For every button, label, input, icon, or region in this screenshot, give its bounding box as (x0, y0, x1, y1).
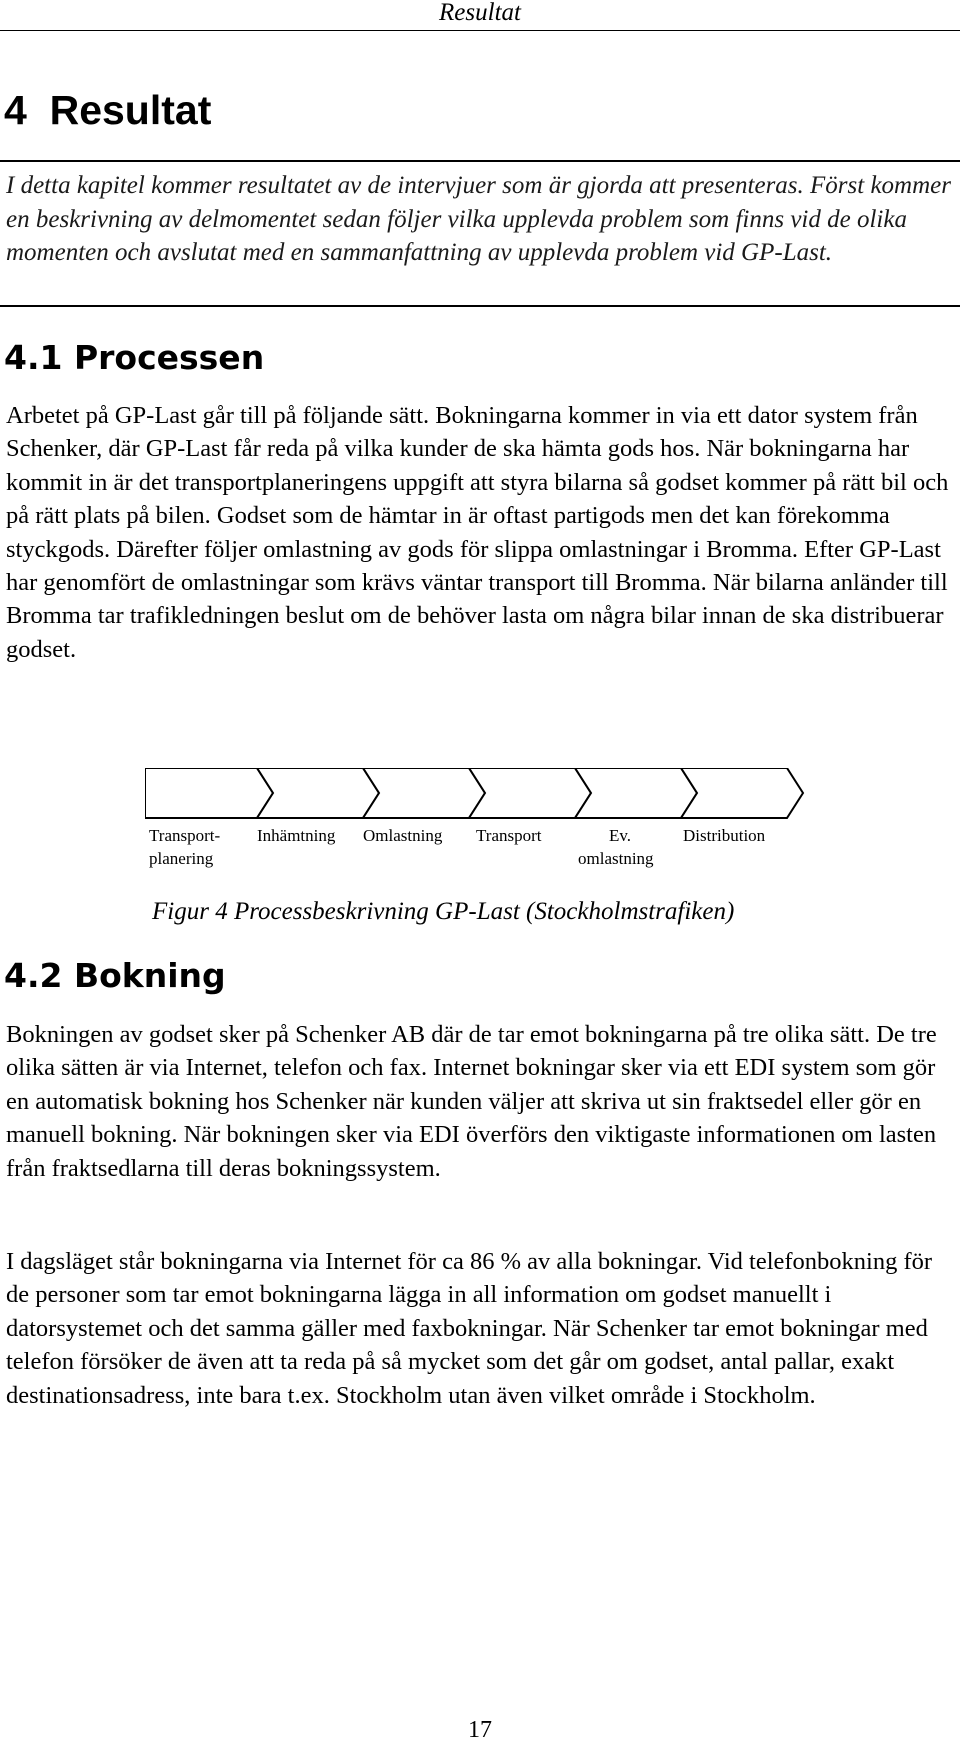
section-heading-bokning: 4.2 Bokning (4, 956, 226, 995)
processen-paragraph: Arbetet på GP-Last går till på följande sätt. Bokningarna kommer in via ett dator system från Schenker, där GP-Last får reda på vilka kunder de ska hämta gods hos. När bokningarna har kommit in är det transportplaneringens uppgift att styra bilarna så godset kommer på rätt bil och på rätt plats på bilen. Godset som de hämtar in är oftast partigods men det kan förekomma styckgods. Därefter följer omlastning av gods för slippa omlastningar i Bromma. Efter GP-Last har genomfört de omlastningar som krävs väntar transport till Bromma. När bilarna anländer till Bromma tar trafikledningen beslut om de behöver lasta om några bilar innan de ska distribuerar godset. (6, 402, 949, 663)
bokning-paragraph-1: Bokningen av godset sker på Schenker AB där de tar emot bokningarna på tre olika sätt. De tre olika sätten är via Internet, telefon och fax. Internet bokningar sker via ett EDI system som gör en automatisk bokning hos Schenker när kunden väljer att skriva ut sin fraktsedel eller gör en manuell bokning. När bokningen sker via EDI överförs den viktigaste informationen om lasten från fraktsedlarna till deras bokningssystem. (6, 1021, 937, 1182)
process-stage-arrow-4 (469, 768, 591, 818)
section-heading-processen: 4.1 Processen (4, 338, 265, 377)
chapter-title: 4 Resultat (4, 87, 212, 133)
stage-1-label-line1: Transport- (149, 826, 221, 845)
stage-5-label-line2: omlastning (578, 849, 654, 868)
stage-2-label-line1: Inhämtning (257, 826, 336, 845)
process-stage-arrow-6 (681, 768, 803, 818)
process-stage-arrow-3 (363, 768, 485, 818)
stage-3-label-line1: Omlastning (363, 826, 443, 845)
bokning-paragraph-2: I dagsläget står bokningarna via Internet för ca 86 % av alla bokningar. Vid telefonbokning för de personer som tar emot bokningarna lägga in all information om godset manuellt i datorsystemet och det samma gäller med faxbokningar. När Schenker tar emot bokningar med telefon försöker de även att ta reda på så mycket som det går om godset, antal pallar, exakt destinationsadress, inte bara t.ex. Stockholm utan även vilket område i Stockholm. (6, 1248, 933, 1409)
process-stage-arrow-5 (575, 768, 697, 818)
stage-5-label-line1: Ev. (609, 826, 632, 845)
running-header: Resultat (439, 0, 521, 26)
process-diagram (145, 768, 805, 878)
intro-rule (0, 305, 960, 307)
header-rule (0, 30, 960, 31)
process-stage-arrow-1 (145, 768, 273, 818)
chapter-intro: I detta kapitel kommer resultatet av de intervjuer som är gjorda att presenteras. Först kommer en beskrivning av delmomentet sedan följer vilka upplevda problem som finns vid de olika momenten och avslutat med en sammanfattning av upplevda problem vid GP-Last. (6, 172, 951, 266)
chapter-rule (0, 160, 960, 162)
page-number: 17 (468, 1717, 492, 1743)
figure-caption: Figur 4 Processbeskrivning GP-Last (Stockholmstrafiken) (152, 898, 735, 925)
stage-4-label-line1: Transport (476, 826, 542, 845)
stage-6-label-line1: Distribution (683, 826, 766, 845)
process-stage-arrow-2 (257, 768, 379, 818)
process-diagram-svg (145, 768, 805, 878)
stage-1-label-line2: planering (149, 849, 214, 868)
